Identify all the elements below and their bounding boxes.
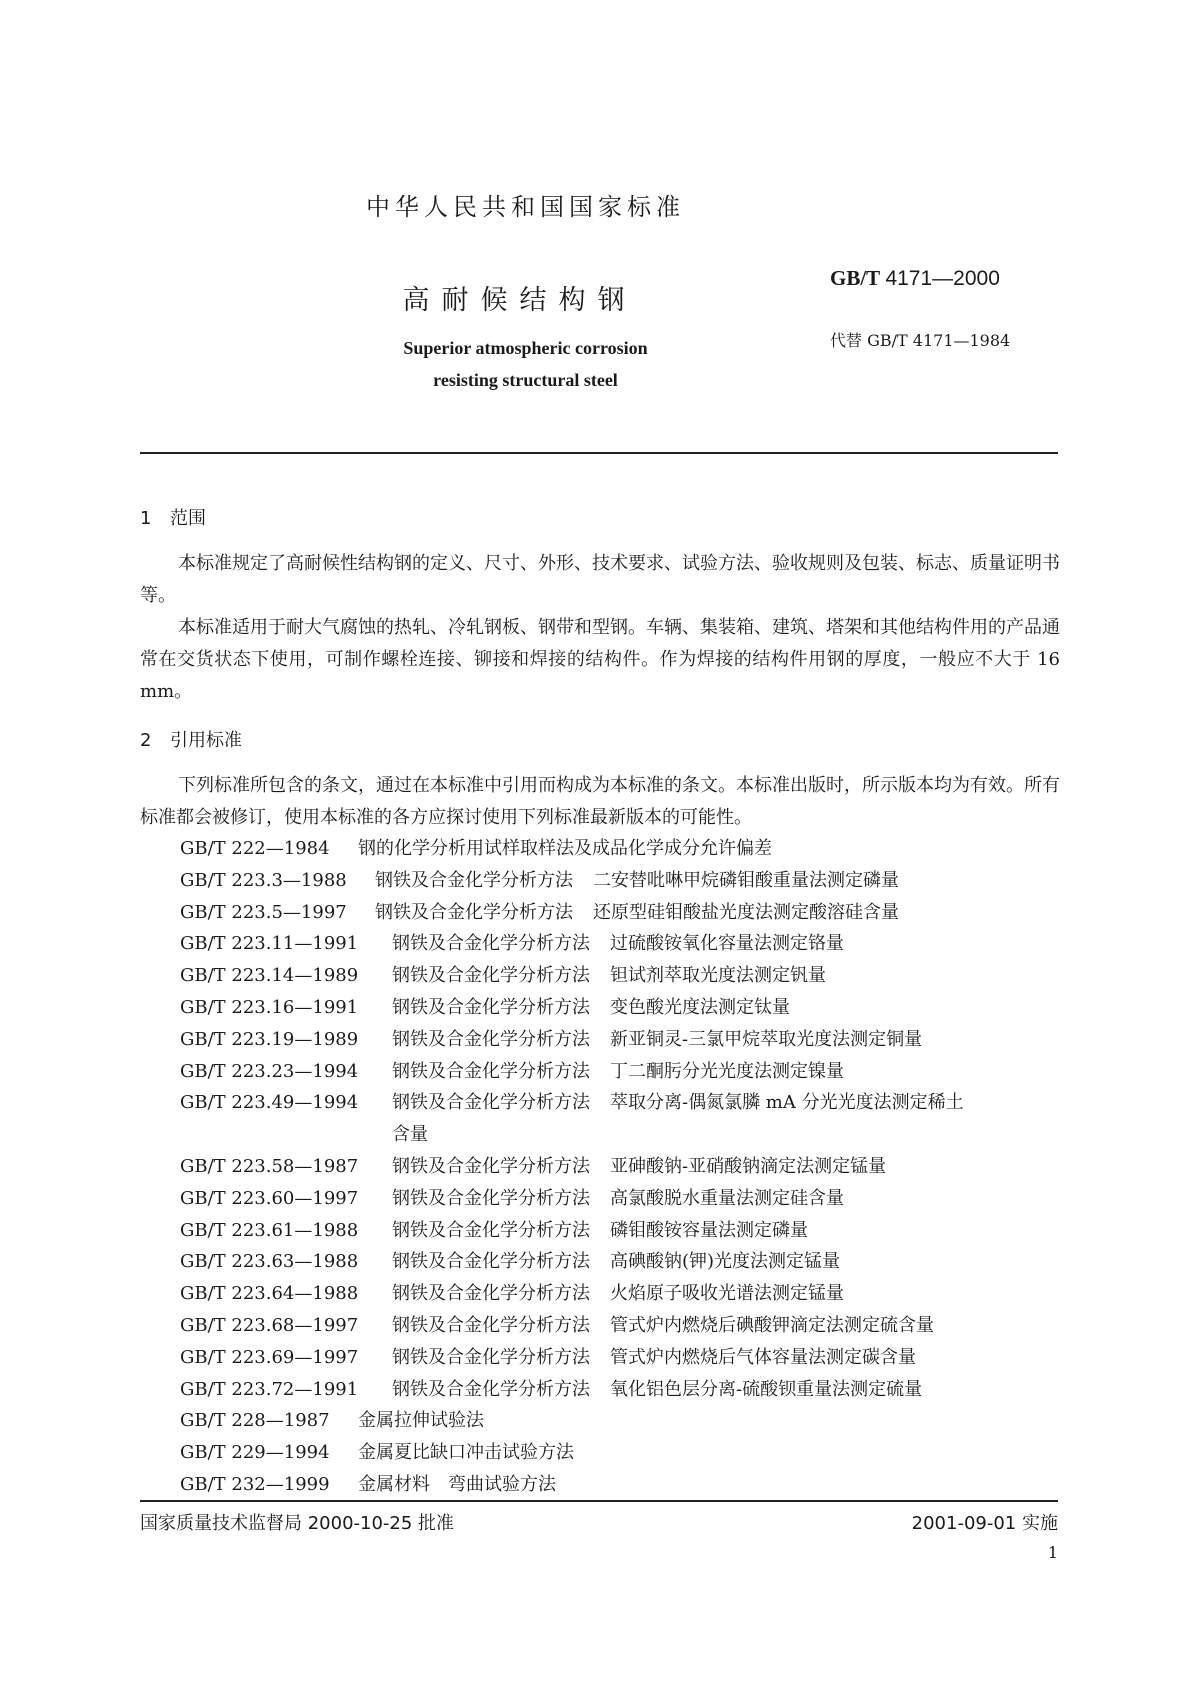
reference-subtitle: 火焰原子吸收光谱法测定锰量 — [610, 1283, 844, 1305]
standard-number-value: 4171—2000 — [885, 267, 1000, 290]
reference-title: 金属夏比缺口冲击试验方法 — [358, 1442, 574, 1464]
reference-subtitle: 变色酸光度法测定钛量 — [610, 996, 790, 1018]
reference-subtitle: 萃取分离-偶氮氯膦 mA 分光光度法测定稀土 — [610, 1092, 964, 1114]
reference-code: GB/T 223.61—1988 — [180, 1219, 359, 1241]
document-title-en-line2: resisting structural steel — [433, 370, 618, 390]
reference-title: 钢铁及合金化学分析方法 — [375, 901, 573, 923]
reference-title: 钢铁及合金化学分析方法 — [392, 1251, 590, 1273]
reference-subtitle: 过硫酸铵氧化容量法测定铬量 — [610, 933, 844, 955]
reference-item — [180, 992, 1060, 1024]
section-number: 2 — [140, 730, 152, 751]
reference-code: GB/T 223.72—1991 — [180, 1378, 359, 1400]
reference-title: 钢铁及合金化学分析方法 — [392, 996, 590, 1018]
reference-code: GB/T 223.19—1989 — [180, 1028, 359, 1050]
reference-code: GB/T 223.64—1988 — [180, 1283, 359, 1305]
section-number: 1 — [140, 508, 152, 529]
reference-title: 钢铁及合金化学分析方法 — [375, 869, 573, 891]
reference-item — [180, 1215, 1060, 1247]
reference-title: 钢铁及合金化学分析方法 — [392, 1346, 590, 1368]
reference-code: GB/T 223.68—1997 — [180, 1314, 359, 1336]
header-divider — [140, 452, 1058, 454]
reference-item — [180, 1437, 1060, 1469]
reference-title: 钢铁及合金化学分析方法 — [392, 1028, 590, 1050]
reference-item — [180, 1056, 1060, 1088]
reference-title: 钢铁及合金化学分析方法 — [392, 1378, 590, 1400]
effective-date: 2001-09-01 实施 — [911, 1513, 1058, 1534]
reference-code: GB/T 228—1987 — [180, 1410, 330, 1432]
reference-item — [180, 1374, 1060, 1406]
reference-subtitle: 磷钼酸铵容量法测定磷量 — [610, 1219, 808, 1241]
scope-paragraph-2: 本标准适用于耐大气腐蚀的热轧、冷轧钢板、钢带和型钢。车辆、集装箱、建筑、塔架和其他结构件用的产品通常在交货状态下使用，可制作螺栓连接、铆接和焊接的结构件。作为焊接的结构件用钢的厚度，一般应不大于 16 mm。 — [140, 617, 1060, 702]
section-heading: 范围 — [170, 508, 206, 529]
reference-item — [180, 1087, 1060, 1119]
reference-list — [180, 833, 1060, 1501]
reference-subtitle: 高碘酸钠(钾)光度法测定锰量 — [610, 1251, 841, 1273]
reference-subtitle: 管式炉内燃烧后气体容量法测定碳含量 — [610, 1346, 916, 1368]
reference-subtitle: 丁二酮肟分光光度法测定镍量 — [610, 1060, 844, 1082]
reference-item — [180, 960, 1060, 992]
reference-subtitle: 钽试剂萃取光度法测定钒量 — [610, 965, 826, 987]
standard-number — [830, 266, 1000, 291]
reference-code: GB/T 229—1994 — [180, 1442, 330, 1464]
reference-code: GB/T 232—1999 — [180, 1473, 330, 1495]
reference-item — [180, 928, 1060, 960]
reference-item — [180, 1405, 1060, 1437]
reference-title: 钢的化学分析用试样取样法及成品化学成分允许偏差 — [358, 838, 772, 859]
reference-title: 钢铁及合金化学分析方法 — [392, 965, 590, 987]
reference-code: GB/T 223.49—1994 — [180, 1092, 359, 1114]
reference-item — [180, 865, 1060, 897]
reference-title: 钢铁及合金化学分析方法 — [392, 1060, 590, 1082]
reference-subtitle: 二安替吡啉甲烷磷钼酸重量法测定磷量 — [593, 869, 899, 891]
section-title-references — [140, 726, 242, 752]
reference-item — [180, 1342, 1060, 1374]
reference-subtitle: 管式炉内燃烧后碘酸钾滴定法测定硫含量 — [610, 1314, 934, 1336]
national-standard-heading: 中华人民共和国国家标准 — [366, 193, 685, 221]
footer-divider — [140, 1500, 1058, 1502]
reference-title: 钢铁及合金化学分析方法 — [392, 1155, 590, 1177]
reference-subtitle: 新亚铜灵-三氯甲烷萃取光度法测定铜量 — [610, 1028, 923, 1050]
section-heading: 引用标准 — [170, 730, 242, 751]
reference-title: 钢铁及合金化学分析方法 — [392, 933, 590, 955]
reference-code: GB/T 222—1984 — [180, 838, 330, 859]
reference-item — [180, 1310, 1060, 1342]
reference-code: GB/T 223.60—1997 — [180, 1187, 359, 1209]
reference-continuation: 含量 — [392, 1124, 428, 1146]
reference-item — [180, 1278, 1060, 1310]
page-number: 1 — [1047, 1543, 1058, 1562]
reference-code: GB/T 223.69—1997 — [180, 1346, 359, 1368]
reference-title: 钢铁及合金化学分析方法 — [392, 1187, 590, 1209]
document-title-en-line1: Superior atmospheric corrosion — [403, 338, 648, 358]
reference-code: GB/T 223.5—1997 — [180, 901, 347, 923]
reference-code: GB/T 223.3—1988 — [180, 869, 347, 891]
reference-code: GB/T 223.58—1987 — [180, 1155, 359, 1177]
reference-item — [180, 1151, 1060, 1183]
scope-paragraph-1: 本标准规定了高耐候性结构钢的定义、尺寸、外形、技术要求、试验方法、验收规则及包装、标志、质量证明书等。 — [140, 553, 1060, 606]
reference-code: GB/T 223.63—1988 — [180, 1251, 359, 1273]
section-title-scope — [140, 504, 206, 530]
reference-title: 金属拉伸试验法 — [358, 1410, 484, 1432]
reference-subtitle: 氧化铝色层分离-硫酸钡重量法测定硫量 — [610, 1378, 923, 1400]
reference-code: GB/T 223.16—1991 — [180, 996, 359, 1018]
reference-code: GB/T 223.23—1994 — [180, 1060, 359, 1082]
reference-title: 钢铁及合金化学分析方法 — [392, 1283, 590, 1305]
reference-item — [180, 897, 1060, 929]
reference-title: 钢铁及合金化学分析方法 — [392, 1314, 590, 1336]
references-intro-paragraph: 下列标准所包含的条文，通过在本标准中引用而构成为本标准的条文。本标准出版时，所示版本均为有效。所有标准都会被修订，使用本标准的各方应探讨使用下列标准最新版本的可能性。 — [140, 775, 1060, 828]
reference-subtitle: 高氯酸脱水重量法测定硅含量 — [610, 1187, 844, 1209]
reference-item — [180, 1183, 1060, 1215]
reference-subtitle: 亚砷酸钠-亚硝酸钠滴定法测定锰量 — [610, 1155, 887, 1177]
replaces-standard: 代替 GB/T 4171—1984 — [830, 331, 1011, 350]
reference-item — [180, 833, 1060, 865]
reference-code: GB/T 223.11—1991 — [180, 933, 359, 955]
reference-title: 钢铁及合金化学分析方法 — [392, 1092, 590, 1114]
reference-title: 金属材料 弯曲试验方法 — [358, 1473, 556, 1495]
reference-subtitle: 还原型硅钼酸盐光度法测定酸溶硅含量 — [593, 901, 899, 923]
approval-note: 国家质量技术监督局 2000-10-25 批准 — [140, 1513, 455, 1534]
reference-item — [180, 1469, 1060, 1501]
reference-title: 钢铁及合金化学分析方法 — [392, 1219, 590, 1241]
reference-item — [180, 1246, 1060, 1278]
reference-code: GB/T 223.14—1989 — [180, 965, 359, 987]
reference-item — [180, 1024, 1060, 1056]
document-title-cn: 高耐候结构钢 — [402, 285, 637, 316]
standard-prefix: GB/T — [830, 266, 881, 290]
